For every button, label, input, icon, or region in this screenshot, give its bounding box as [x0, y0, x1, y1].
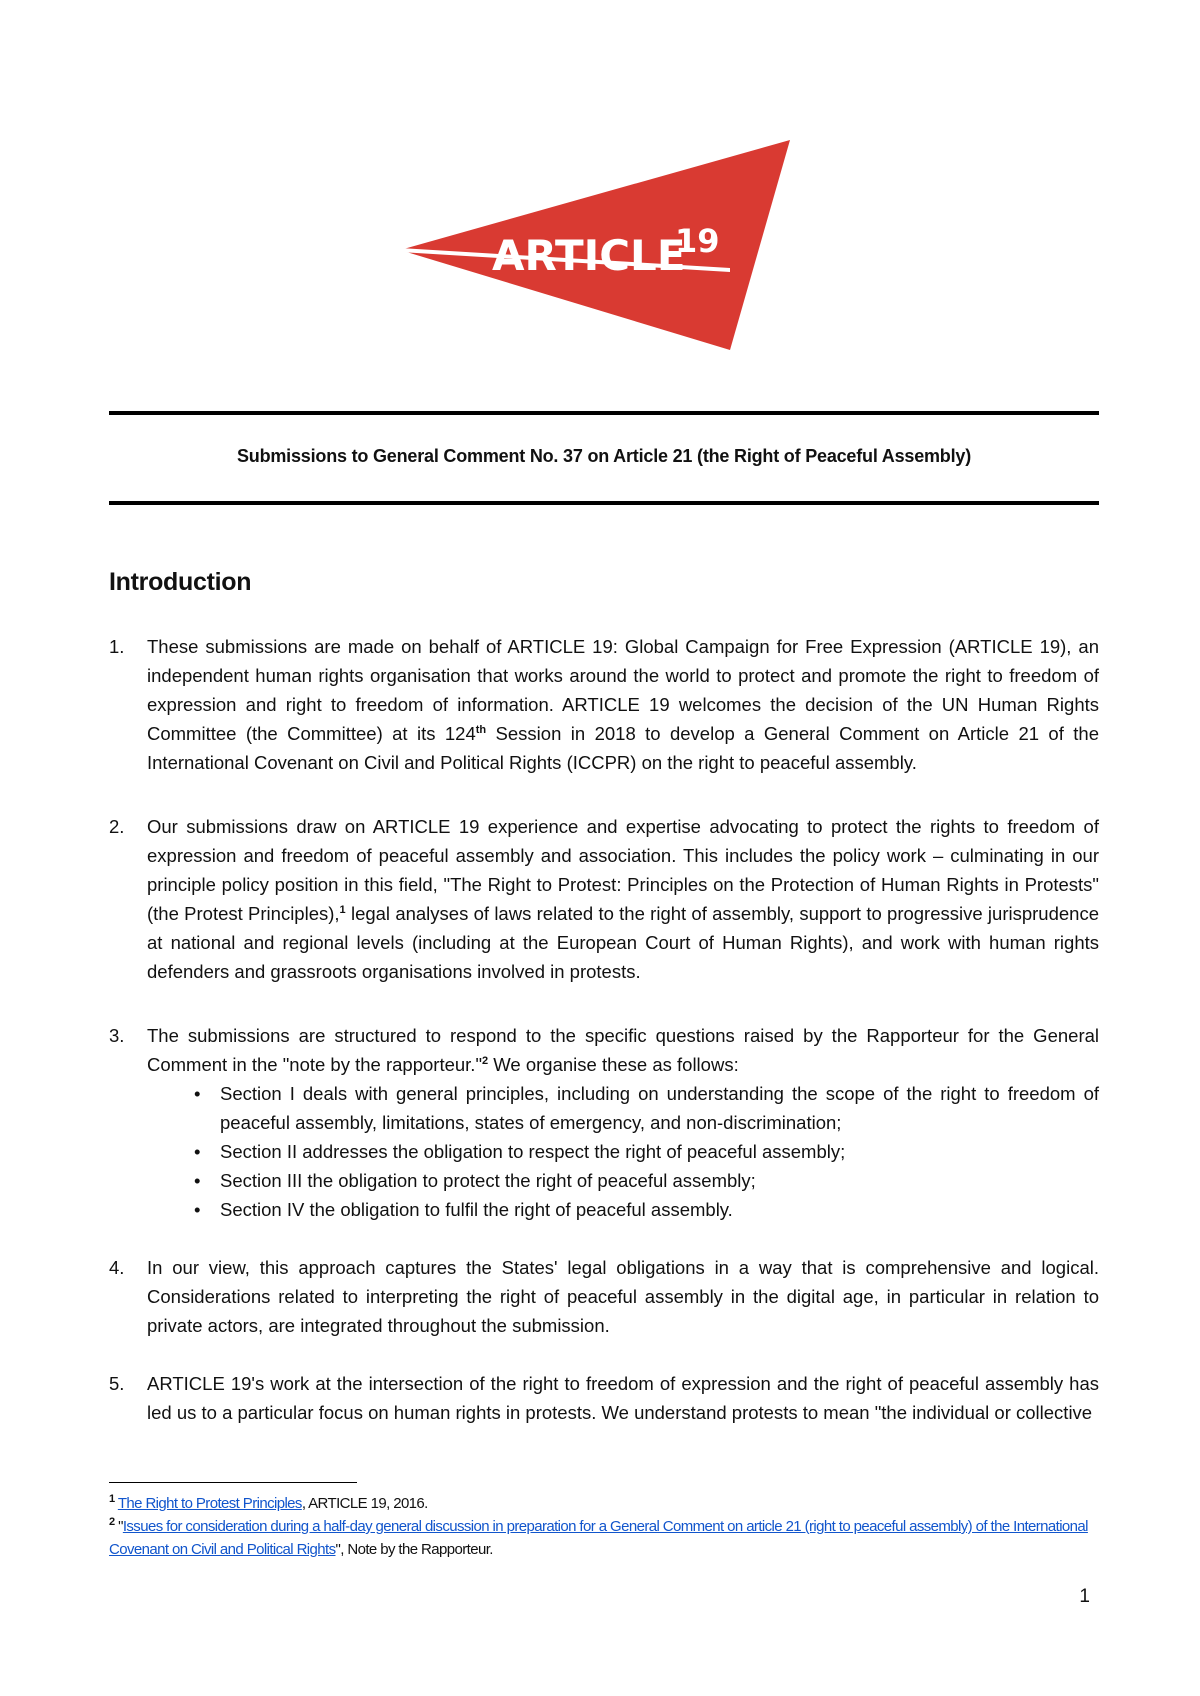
- paragraph-number: 5.: [109, 1373, 125, 1394]
- bullet-icon: •: [194, 1083, 201, 1104]
- article19-logo: [400, 140, 800, 360]
- bullet-icon: •: [194, 1199, 201, 1220]
- page-number: 1: [1079, 1586, 1090, 1607]
- list-item: • Section I deals with general principles, including on understanding the scope of the right to freedom of peaceful assembly, limitations, states of emergency, and non-discrimination;: [147, 1079, 1099, 1137]
- footnote-separator: [109, 1482, 357, 1483]
- footnote-ref-2[interactable]: 2: [482, 1054, 489, 1067]
- paragraph-text: These submissions are made on behalf of ARTICLE 19: Global Campaign for Free Expression (ARTICLE 19), an independent human rights organisation that works around the world to protect and promote the right to freedom of expression and right to freedom of information. ARTICLE 19 welcomes the decision of the UN Human Rights Committee (the Committee) at its 124th Session in 2018 to develop a General Comment on Article 21 of the International Covenant on Civil and Political Rights (ICCPR) on the right to peaceful assembly.: [147, 636, 1099, 773]
- footnote-link[interactable]: The Right to Protest Principles: [117, 1495, 302, 1512]
- footnote-ref-1[interactable]: 1: [339, 903, 346, 916]
- paragraph-text: Our submissions draw on ARTICLE 19 experience and expertise advocating to protect the rights to freedom of expression and freedom of peaceful assembly and association. This includes the policy work – culminating in our principle policy position in this field, "The Right to Protest: Principles on the Protection of Human Rights in Protests" (the Protest Principles),$^1$ legal analyses of laws related to the right of assembly, support to progressive jurisprudence at national and regional levels (including at the European Court of Human Rights), and work with human rights defenders and grassroots organisations involved in protests.: [147, 816, 1099, 982]
- logo-wordmark: ARTICLE: [492, 231, 686, 280]
- paragraph-1: [109, 632, 1099, 777]
- footnotes: [109, 1492, 1099, 1561]
- footnote-link[interactable]: Issues for consideration during a half-day general discussion in preparation for a General Comment on article 21 (right to peaceful assembly) of the International Covenant on Civil and Political Rights: [109, 1518, 1088, 1558]
- superscript: th: [475, 723, 487, 736]
- list-item: • Section IV the obligation to fulfil the right of peaceful assembly.: [147, 1195, 1099, 1224]
- paragraph-text: In our view, this approach captures the States' legal obligations in a way that is comprehensive and logical. Considerations related to interpreting the right of peaceful assembly in the digital age, in particular in relation to private actors, are integrated throughout the submission.: [147, 1257, 1099, 1336]
- document-title: Submissions to General Comment No. 37 on Article 21 (the Right of Peaceful Assembly): [236, 446, 972, 466]
- bullet-icon: •: [194, 1170, 201, 1191]
- paragraph-number: 4.: [109, 1257, 125, 1278]
- title-rule-bottom: [109, 501, 1099, 505]
- paragraph-4: [109, 1253, 1099, 1340]
- bullet-list: [147, 1079, 1099, 1224]
- paragraph-number: 2.: [109, 816, 125, 837]
- section-heading: Introduction: [109, 568, 252, 596]
- logo-number: 19: [675, 222, 720, 260]
- list-item: • Section III the obligation to protect the right of peaceful assembly;: [147, 1166, 1099, 1195]
- footnote-2: $^2$ "Issues for consideration during a half-day general discussion in preparation for a General Comment on article 21 (right to peaceful assembly) of the International Covenant on Civil and Political Rights", Note by the Rapporteur.: [109, 1516, 1088, 1558]
- paragraph-3: [109, 1021, 1099, 1224]
- paragraph-2: [109, 812, 1099, 986]
- list-item: • Section II addresses the obligation to respect the right of peaceful assembly;: [147, 1137, 1099, 1166]
- footnote-1: $^1$ The Right to Protest Principles, ARTICLE 19, 2016.: [109, 1493, 428, 1512]
- title-rule-top: [109, 411, 1099, 415]
- paragraph-number: 3.: [109, 1025, 125, 1046]
- paragraph-number: 1.: [109, 636, 125, 657]
- bullet-icon: •: [194, 1141, 201, 1162]
- paragraph-text: ARTICLE 19's work at the intersection of the right to freedom of expression and the right of peaceful assembly has led us to a particular focus on human rights in protests. We understand protests to mean "the individual or collective: [147, 1373, 1099, 1423]
- paragraph-5: [109, 1369, 1099, 1427]
- paragraph-text: The submissions are structured to respond to the specific questions raised by the Rapporteur for the General Comment in the "note by the rapporteur."$^2$ We organise these as follows:: [147, 1025, 1099, 1075]
